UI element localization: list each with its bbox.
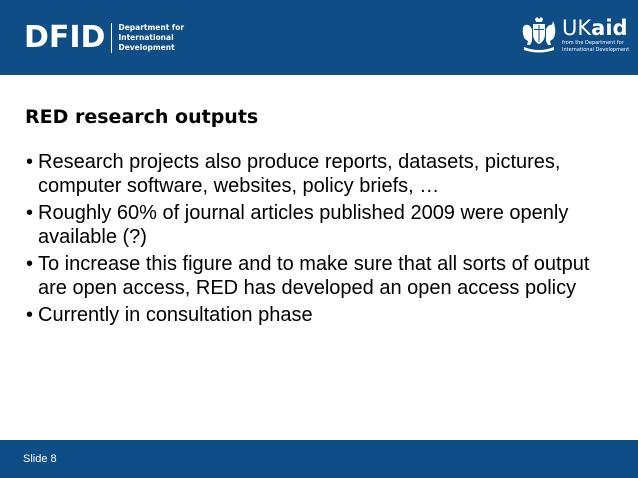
- department-name: [118, 23, 184, 53]
- bullet-dot: •: [26, 202, 34, 224]
- bullet-list: [26, 150, 616, 330]
- dfid-wordmark: DFID: [24, 20, 106, 55]
- bullet-text: Research projects also produce reports, datasets, pictures, computer software, websites, policy briefs, …: [38, 151, 561, 197]
- slide-number: Slide 8: [23, 453, 57, 465]
- bullet-dot: •: [26, 304, 34, 326]
- slide-title: RED research outputs: [25, 106, 259, 128]
- ukaid-aid: aid: [591, 16, 628, 40]
- royal-coat-of-arms-icon: [520, 17, 558, 53]
- ukaid-wordmark: [562, 17, 629, 39]
- ukaid-subtitle-line: International Development: [562, 47, 630, 53]
- bullet-dot: •: [26, 253, 34, 275]
- dfid-logo: [24, 22, 184, 54]
- department-line: International: [118, 33, 174, 42]
- bullet-item: [26, 252, 616, 300]
- bullet-dot: •: [26, 151, 34, 173]
- footer-bar: [0, 440, 638, 478]
- header-bar: [0, 0, 638, 75]
- logo-divider: [111, 23, 112, 53]
- bullet-text: Roughly 60% of journal articles published 2009 were openly available (?): [38, 202, 569, 248]
- ukaid-logo: [520, 17, 629, 53]
- ukaid-subtitle-line: from the Department for: [562, 40, 624, 46]
- bullet-text: To increase this figure and to make sure that all sorts of output are open access, RED has developed an open access policy: [38, 253, 590, 299]
- bullet-text: Currently in consultation phase: [38, 304, 313, 326]
- bullet-item: [26, 150, 616, 198]
- ukaid-text-block: [562, 17, 629, 53]
- department-line: Department for: [118, 23, 185, 32]
- department-line: Development: [118, 43, 175, 52]
- bullet-item: [26, 201, 616, 249]
- bullet-item: [26, 303, 616, 327]
- ukaid-uk: UK: [562, 16, 592, 40]
